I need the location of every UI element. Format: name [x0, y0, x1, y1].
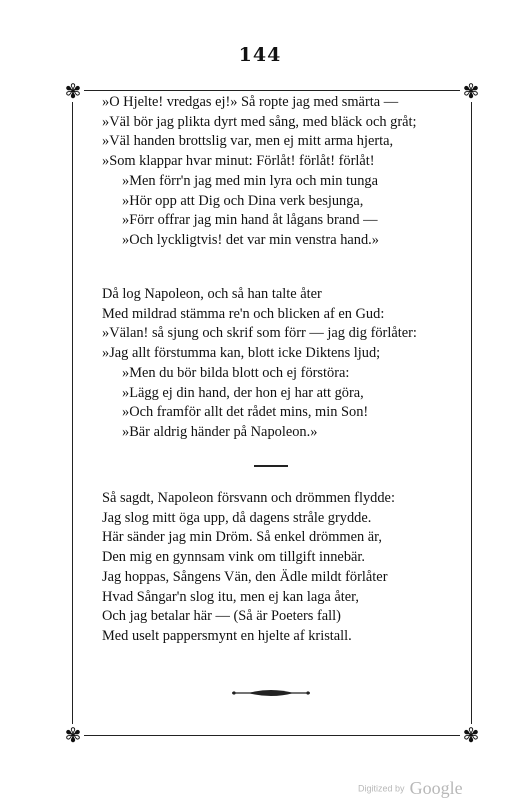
digitized-by-google-watermark: [358, 778, 498, 802]
verse-line: Då log Napoleon, och så han talte åter: [102, 286, 322, 302]
verse-line: »Som klappar hvar minut: Förlåt! förlåt! förlåt!: [102, 153, 375, 170]
verse-line: »Och framför allt det rådet mins, min Son!: [122, 404, 369, 421]
stanza-1: [102, 93, 472, 251]
fleuron-corner-icon: ✾: [460, 724, 482, 746]
verse-line: »Men förr'n jag med min lyra och min tunga: [122, 172, 378, 189]
verse-line: »Och lyckligtvis! det var min venstra hand.»: [122, 231, 379, 248]
tailpiece-ornament-icon: [230, 686, 312, 700]
verse-line: »Men du bör bilda blott och ej förstöra:: [122, 364, 350, 381]
fleuron-corner-icon: ✾: [62, 724, 84, 746]
verse-line: »Hör opp att Dig och Dina verk besjunga,: [122, 192, 364, 209]
verse-line: »Jag allt förstumma kan, blott icke Diktens ljud;: [102, 345, 381, 362]
verse-line: »Väl handen brottslig var, men ej mitt arma hjerta,: [102, 133, 394, 150]
verse-line: Här sänder jag min Dröm. Så enkel drömmen är,: [102, 529, 382, 546]
stanza-3: [102, 489, 472, 647]
verse-line: Den mig en gynnsam vink om tillgift innebär.: [102, 549, 365, 566]
section-divider-rule: [254, 465, 288, 467]
page-number: 144: [238, 44, 282, 66]
verse-line: Med mildrad stämma re'n och blicken af en Gud:: [102, 305, 385, 322]
stanza-2: [102, 285, 472, 443]
verse-line: »Väl bör jag plikta dyrt med sång, med bläck och gråt;: [102, 113, 417, 130]
verse-line: »O Hjelte! vredgas ej!» Så ropte jag med smärta —: [102, 94, 399, 110]
verse-line: »Bär aldrig händer på Napoleon.»: [122, 423, 318, 440]
verse-line: Och jag betalar här — (Så är Poeters fall): [102, 608, 341, 625]
verse-line: »Förr offrar jag min hand åt lågans brand —: [122, 212, 378, 229]
watermark-brand: Google: [409, 778, 463, 798]
verse-line: Jag slog mitt öga upp, då dagens stråle grydde.: [102, 509, 372, 526]
verse-line: Med uselt pappersmynt en hjelte af kristall.: [102, 627, 352, 644]
verse-line: Så sagdt, Napoleon försvann och drömmen flydde:: [102, 490, 395, 506]
verse-line: »Lägg ej din hand, der hon ej har att göra,: [122, 384, 364, 401]
verse-line: Hvad Sångar'n slog itu, men ej kan laga åter,: [102, 588, 359, 605]
verse-line: »Välan! så sjung och skrif som förr — jag dig förlåter:: [102, 325, 417, 342]
fleuron-corner-icon: ✾: [460, 80, 482, 102]
watermark-prefix: Digitized by: [358, 783, 405, 794]
verse-line: Jag hoppas, Sångens Vän, den Ädle mildt förlåter: [102, 568, 388, 585]
fleuron-corner-icon: ✾: [62, 80, 84, 102]
